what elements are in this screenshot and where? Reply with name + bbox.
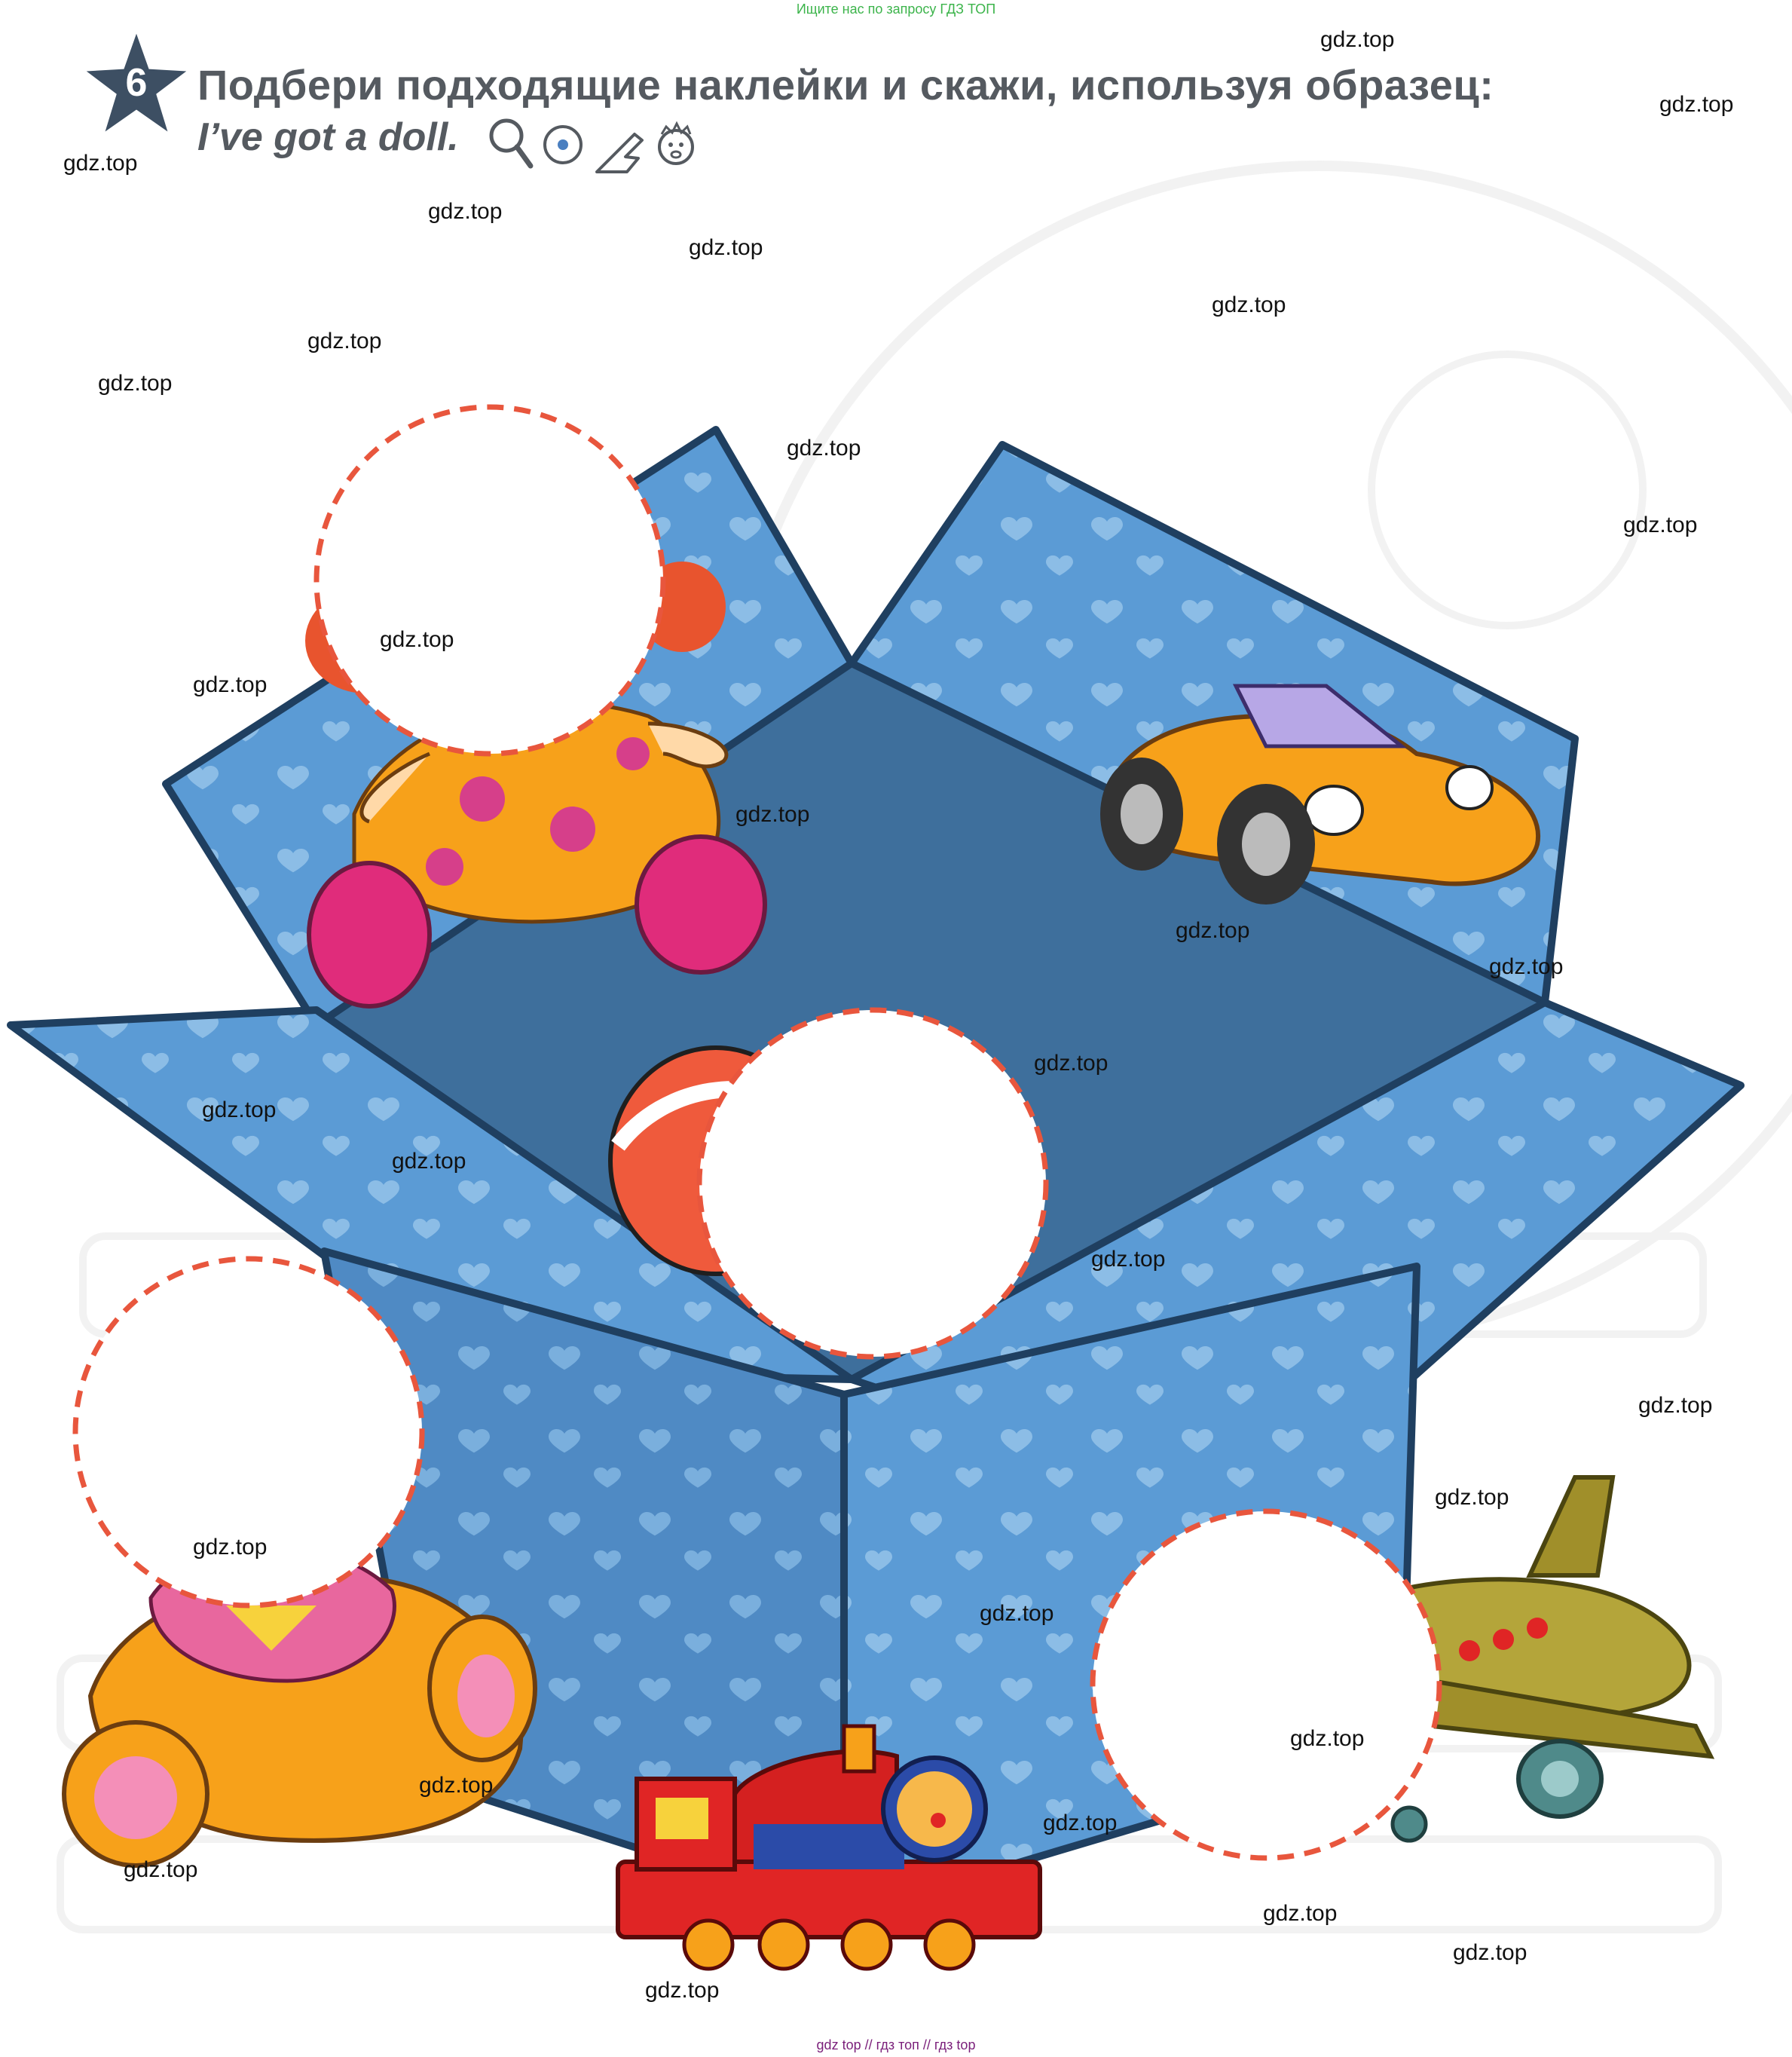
watermark: gdz.top xyxy=(1623,513,1698,537)
watermark: gdz.top xyxy=(1034,1051,1109,1076)
watermark: gdz.top xyxy=(1263,1901,1338,1926)
watermark: gdz.top xyxy=(124,1857,198,1882)
watermark: gdz.top xyxy=(193,1535,268,1560)
task-number: 6 xyxy=(125,61,148,105)
watermark: gdz.top xyxy=(1489,954,1564,979)
watermark: gdz.top xyxy=(428,199,503,224)
watermark: gdz.top xyxy=(1435,1485,1509,1510)
watermark: gdz.top xyxy=(392,1149,466,1174)
sticker-slot-ball xyxy=(699,1010,1046,1357)
watermark: gdz.top xyxy=(1176,918,1250,943)
watermark: gdz.top xyxy=(193,672,268,697)
watermark: gdz.top xyxy=(98,371,173,396)
watermark: gdz.top xyxy=(307,329,382,354)
watermark: gdz.top xyxy=(645,1978,720,2003)
search-hint-banner: Ищите нас по запросу ГДЗ ТОП xyxy=(796,2,996,17)
watermark: gdz.top xyxy=(787,436,861,461)
watermark: gdz.top xyxy=(380,627,454,652)
watermark: gdz.top xyxy=(1638,1393,1713,1418)
watermark: gdz.top xyxy=(1091,1247,1166,1272)
watermark: gdz.top xyxy=(689,235,763,260)
sticker-slot-plane xyxy=(1093,1511,1439,1858)
watermark: gdz.top xyxy=(1043,1811,1118,1835)
watermark: gdz.top xyxy=(202,1097,277,1122)
watermark: gdz.top xyxy=(1453,1940,1527,1965)
watermark: gdz.top xyxy=(1290,1726,1365,1751)
watermark: gdz.top xyxy=(1320,27,1395,52)
watermark: gdz.top xyxy=(980,1601,1054,1626)
task-sample-phrase: I’ve got a doll. xyxy=(197,115,459,159)
watermark: gdz.top xyxy=(63,151,138,176)
task-title: Подбери подходящие наклейки и скажи, используя образец: xyxy=(197,61,1494,109)
footer-links: gdz top // гдз топ // гдз top xyxy=(816,2037,976,2052)
watermark: gdz.top xyxy=(735,802,810,827)
watermark: gdz.top xyxy=(419,1773,494,1798)
sticker-slot-doll xyxy=(317,407,663,754)
watermark: gdz.top xyxy=(1212,292,1286,317)
watermark: gdz.top xyxy=(1659,92,1734,117)
